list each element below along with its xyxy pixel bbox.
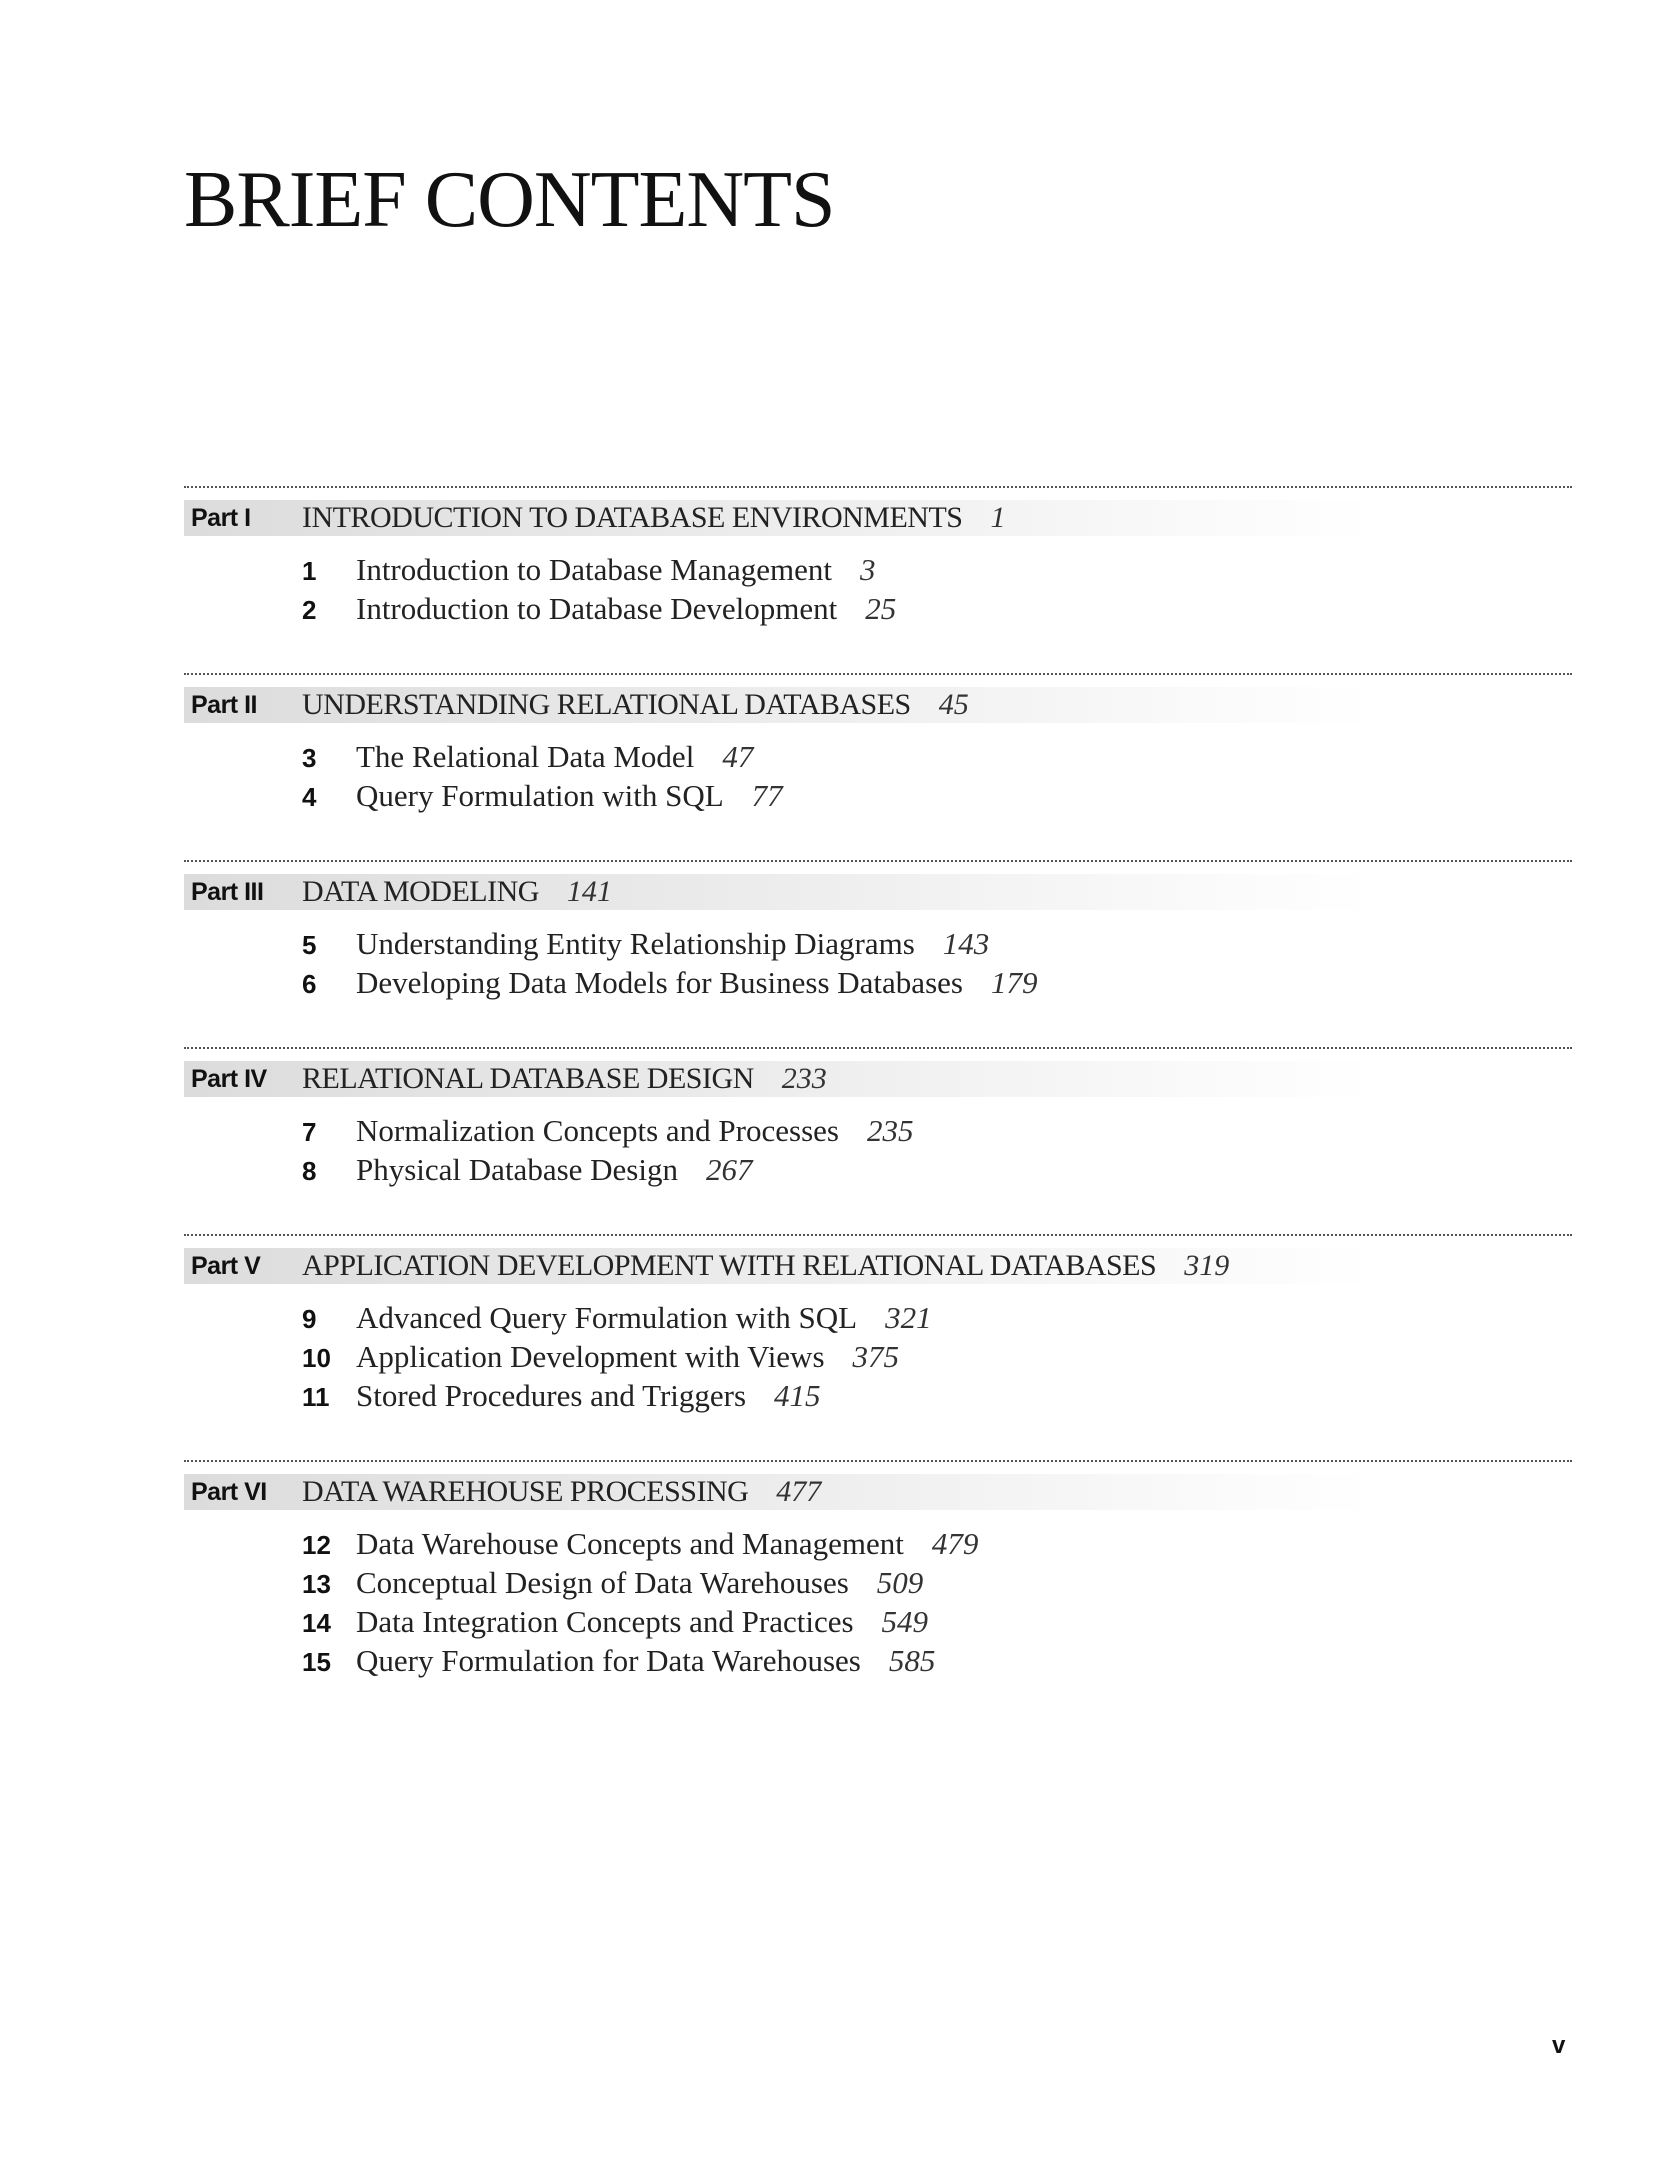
- chapter-page-number: 415: [774, 1378, 821, 1413]
- chapter-title: Query Formulation with SQL: [356, 778, 724, 813]
- dotted-divider: [184, 673, 1572, 675]
- chapter-number: 8: [302, 1156, 317, 1186]
- chapter-title: Physical Database Design: [356, 1152, 678, 1187]
- chapter-page-number: 25: [865, 591, 897, 626]
- chapter-number: 13: [302, 1569, 331, 1599]
- chapter-entry: [302, 1111, 913, 1150]
- chapter-entry: [302, 1602, 978, 1641]
- part-page-number: 45: [938, 688, 969, 721]
- chapter-entry: [302, 1524, 978, 1563]
- part-section: [184, 1460, 1572, 1678]
- chapter-entry: [302, 1150, 913, 1189]
- part-section: [184, 860, 1572, 1047]
- page-title: BRIEF CONTENTS: [184, 156, 835, 244]
- part-section: [184, 1234, 1572, 1460]
- chapter-page-number: 3: [860, 552, 876, 587]
- chapter-number: 5: [302, 930, 317, 960]
- dotted-divider: [184, 860, 1572, 862]
- chapter-list: [302, 1111, 913, 1189]
- part-label: Part II: [191, 691, 257, 719]
- chapter-number: 14: [302, 1608, 331, 1638]
- chapter-title: Data Warehouse Concepts and Management: [356, 1526, 904, 1561]
- chapter-entry: [302, 1298, 932, 1337]
- dotted-divider: [184, 1234, 1572, 1236]
- chapter-number: 10: [302, 1343, 331, 1373]
- part-section: [184, 673, 1572, 860]
- part-title: INTRODUCTION TO DATABASE ENVIRONMENTS: [302, 501, 963, 534]
- chapter-number: 6: [302, 969, 317, 999]
- chapter-number: 2: [302, 595, 317, 625]
- part-title: DATA MODELING: [302, 875, 539, 908]
- chapter-title: Stored Procedures and Triggers: [356, 1378, 747, 1413]
- part-title: UNDERSTANDING RELATIONAL DATABASES: [302, 688, 911, 721]
- part-header: [302, 501, 1005, 540]
- part-label: Part I: [191, 504, 251, 532]
- chapter-entry: [302, 963, 1037, 1002]
- part-header: [302, 1475, 821, 1514]
- chapter-entry: [302, 924, 1037, 963]
- part-title: DATA WAREHOUSE PROCESSING: [302, 1475, 749, 1508]
- chapter-entry: [302, 1641, 978, 1680]
- chapter-page-number: 77: [751, 778, 783, 813]
- chapter-number: 3: [302, 743, 317, 773]
- chapter-entry: [302, 550, 896, 589]
- chapter-list: [302, 1524, 978, 1680]
- chapter-number: 12: [302, 1530, 331, 1560]
- chapter-list: [302, 737, 783, 815]
- part-label: Part VI: [191, 1478, 267, 1506]
- part-page-number: 319: [1184, 1249, 1230, 1282]
- table-of-contents: [184, 486, 1572, 1678]
- part-header: [302, 875, 612, 914]
- part-header: [302, 688, 969, 727]
- chapter-number: 7: [302, 1117, 317, 1147]
- chapter-number: 15: [302, 1647, 331, 1677]
- chapter-page-number: 179: [990, 965, 1038, 1000]
- part-label: Part IV: [191, 1065, 267, 1093]
- chapter-entry: [302, 737, 783, 776]
- chapter-entry: [302, 589, 896, 628]
- chapter-page-number: 267: [705, 1152, 753, 1187]
- dotted-divider: [184, 486, 1572, 488]
- chapter-entry: [302, 1376, 932, 1415]
- dotted-divider: [184, 1047, 1572, 1049]
- chapter-number: 1: [302, 556, 317, 586]
- chapter-number: 11: [302, 1382, 330, 1412]
- chapter-title: The Relational Data Model: [356, 739, 695, 774]
- chapter-title: Developing Data Models for Business Databases: [356, 965, 963, 1000]
- chapter-list: [302, 924, 1037, 1002]
- chapter-title: Application Development with Views: [356, 1339, 825, 1374]
- part-title: RELATIONAL DATABASE DESIGN: [302, 1062, 754, 1095]
- chapter-page-number: 235: [866, 1113, 914, 1148]
- chapter-number: 9: [302, 1304, 317, 1334]
- part-header: [302, 1249, 1229, 1288]
- chapter-entry: [302, 1337, 932, 1376]
- chapter-list: [302, 550, 896, 628]
- chapter-title: Query Formulation for Data Warehouses: [356, 1643, 861, 1678]
- part-label: Part V: [191, 1252, 261, 1280]
- chapter-page-number: 47: [722, 739, 754, 774]
- part-page-number: 141: [566, 875, 612, 908]
- chapter-title: Normalization Concepts and Processes: [356, 1113, 839, 1148]
- chapter-page-number: 321: [885, 1300, 932, 1335]
- chapter-entry: [302, 1563, 978, 1602]
- part-title: APPLICATION DEVELOPMENT WITH RELATIONAL DATABASES: [302, 1249, 1157, 1282]
- page-folio: v: [1552, 2032, 1566, 2059]
- chapter-title: Introduction to Database Development: [356, 591, 838, 626]
- part-label: Part III: [191, 878, 264, 906]
- chapter-entry: [302, 776, 783, 815]
- chapter-number: 4: [302, 782, 317, 812]
- chapter-page-number: 479: [931, 1526, 979, 1561]
- part-page-number: 233: [781, 1062, 827, 1095]
- chapter-page-number: 143: [942, 926, 990, 961]
- part-page-number: 477: [776, 1475, 822, 1508]
- chapter-page-number: 375: [852, 1339, 900, 1374]
- chapter-title: Data Integration Concepts and Practices: [356, 1604, 854, 1639]
- part-section: [184, 1047, 1572, 1234]
- chapter-page-number: 509: [876, 1565, 924, 1600]
- chapter-page-number: 549: [881, 1604, 929, 1639]
- part-page-number: 1: [990, 501, 1006, 534]
- chapter-page-number: 585: [888, 1643, 936, 1678]
- chapter-title: Understanding Entity Relationship Diagrams: [356, 926, 915, 961]
- chapter-title: Introduction to Database Management: [356, 552, 833, 587]
- part-header: [302, 1062, 827, 1101]
- chapter-title: Conceptual Design of Data Warehouses: [356, 1565, 849, 1600]
- part-section: [184, 486, 1572, 673]
- chapter-list: [302, 1298, 932, 1415]
- dotted-divider: [184, 1460, 1572, 1462]
- chapter-title: Advanced Query Formulation with SQL: [356, 1300, 858, 1335]
